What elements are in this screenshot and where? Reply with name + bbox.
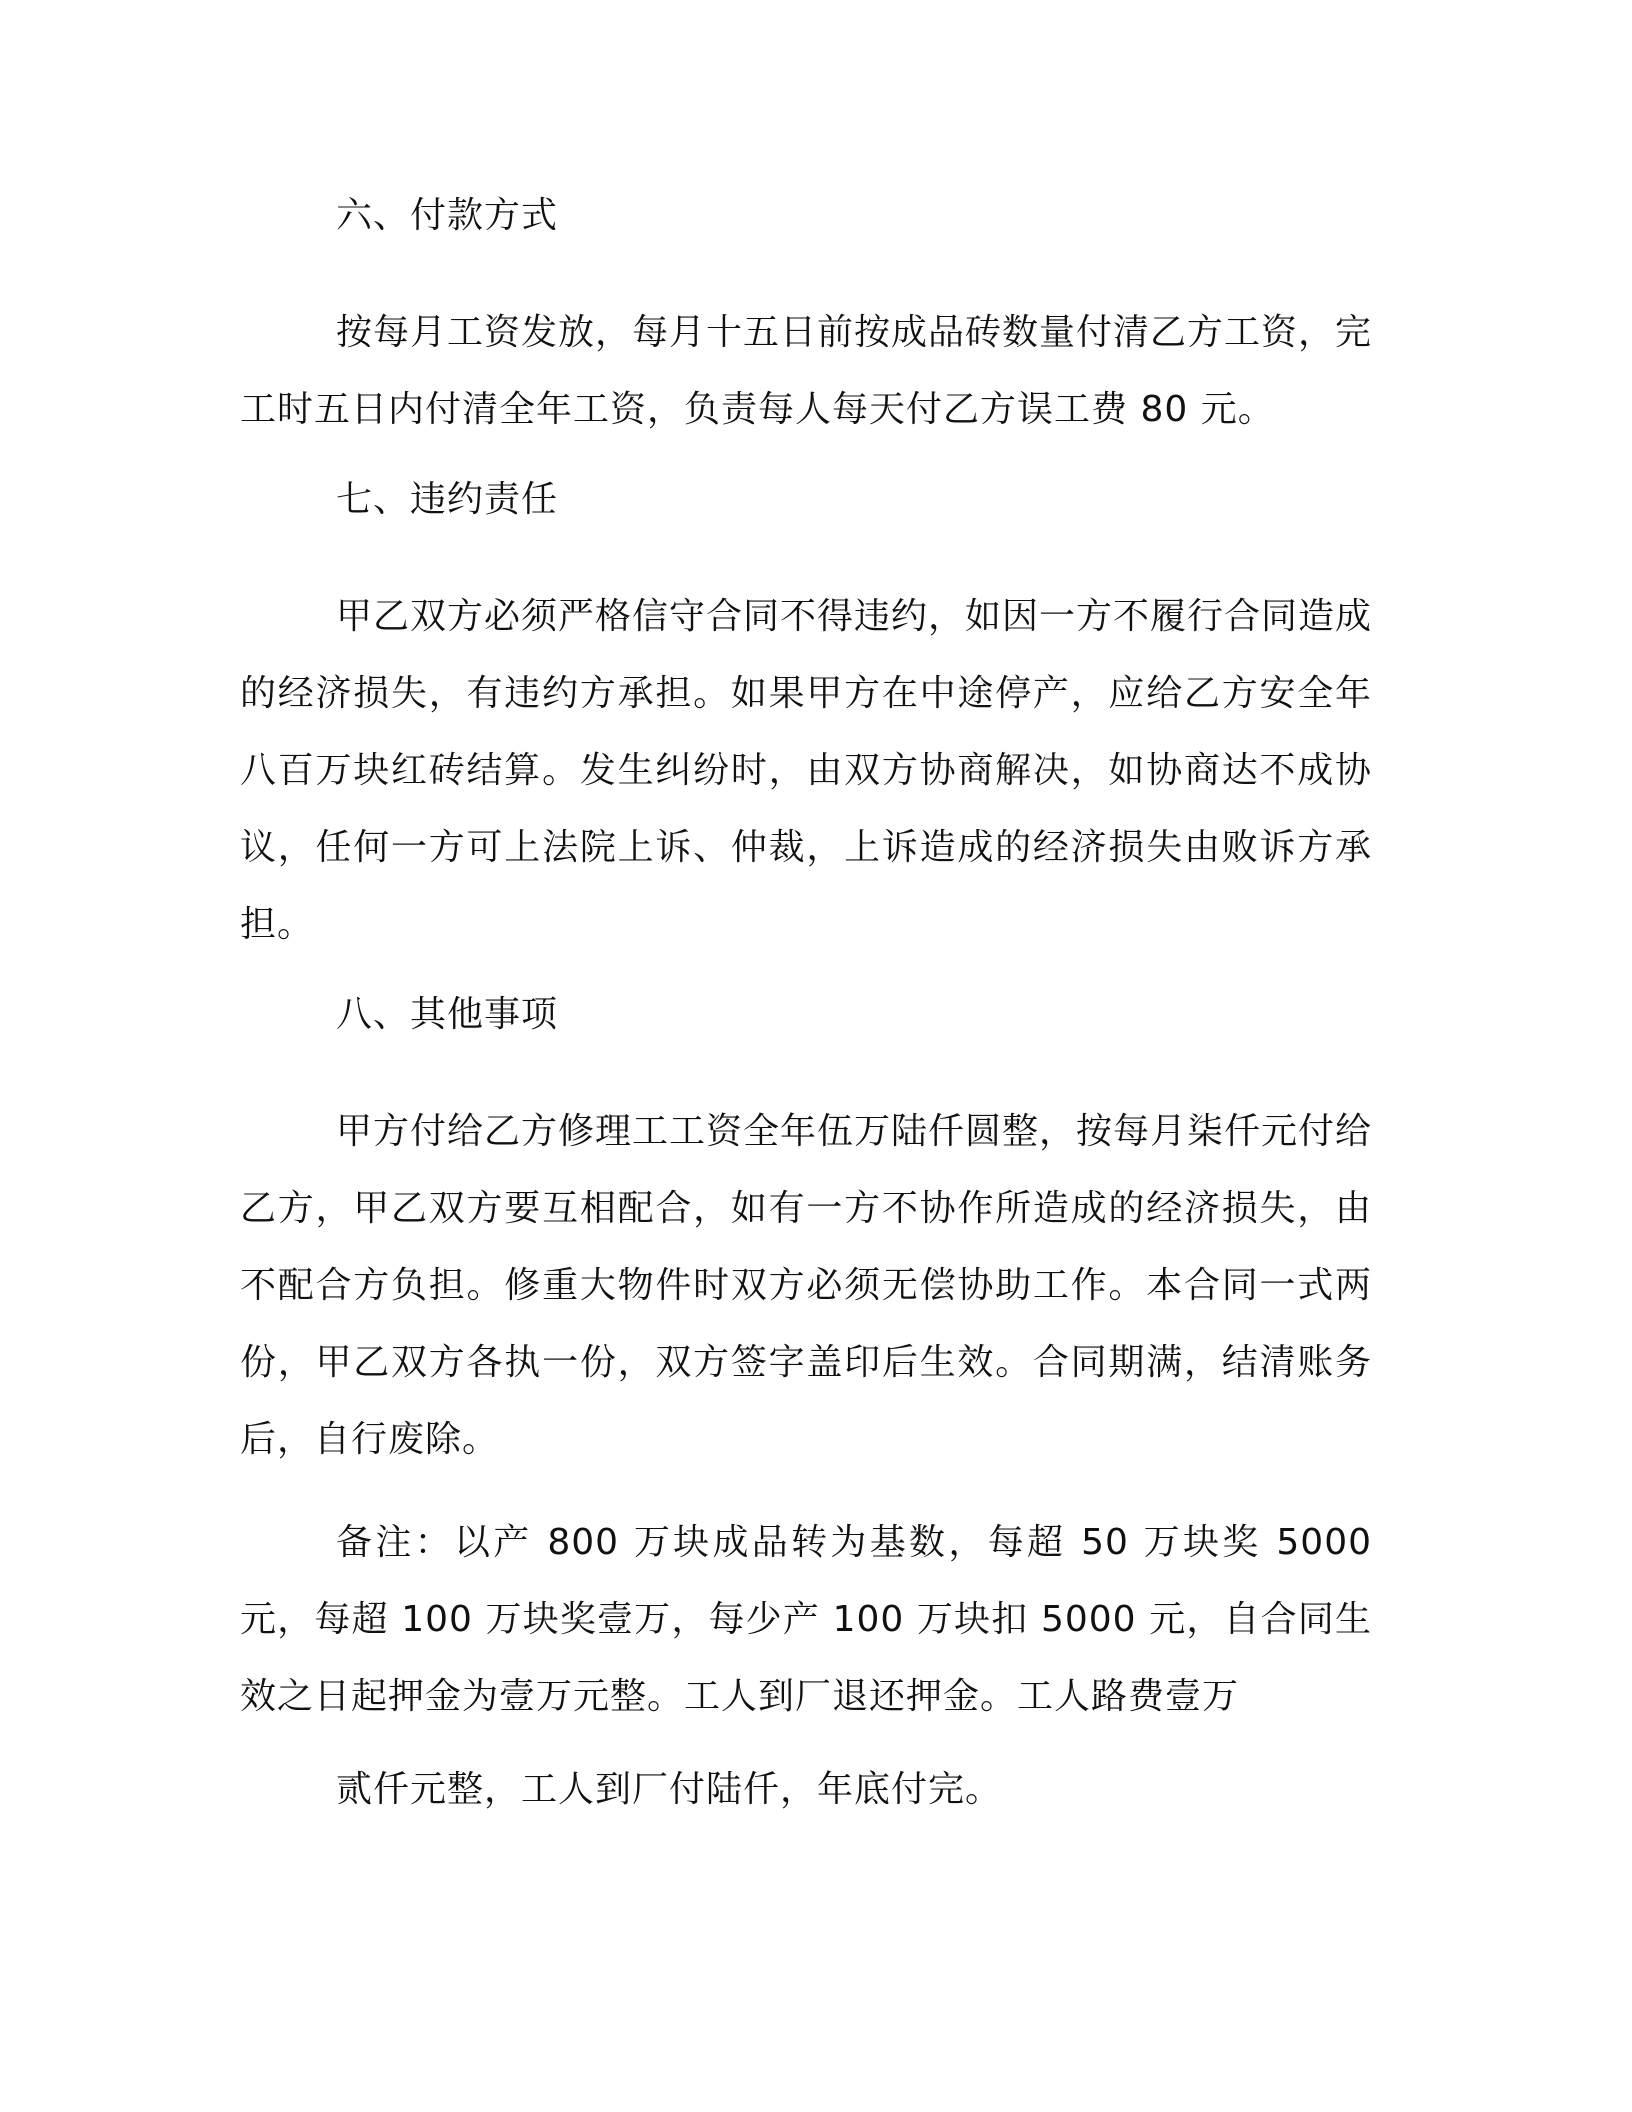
note-continuation-paragraph: 贰仟元整，工人到厂付陆仟，年底付完。: [336, 1769, 1003, 1810]
section-7-paragraph: 甲乙双方必须严格信守合同不得违约，如因一方不履行合同造成的经济损失，有违约方承担。如果甲方在中途停产，应给乙方安全年八百万块红砖结算。发生纠纷时，由双方协商解决，如协商达不成协议，任何一方可上法院上诉、仲裁，上诉造成的经济损失由败诉方承担。: [240, 596, 1373, 945]
section-6-paragraph: 按每月工资发放，每月十五日前按成品砖数量付清乙方工资，完工时五日内付清全年工资，负责每人每天付乙方误工费 80 元。: [240, 312, 1373, 430]
section-7-heading: 七、违约责任: [336, 479, 559, 520]
section-8-paragraph: 甲方付给乙方修理工工资全年伍万陆仟圆整，按每月柒仟元付给乙方，甲乙双方要互相配合，如有一方不协作所造成的经济损失，由不配合方负担。修重大物件时双方必须无偿协助工作。本合同一式两份，甲乙双方各执一份，双方签字盖印后生效。合同期满，结清账务后，自行废除。: [240, 1111, 1373, 1460]
note-paragraph: 备注：以产 800 万块成品转为基数，每超 50 万块奖 5000 元，每超 100 万块奖壹万，每少产 100 万块扣 5000 元，自合同生效之日起押金为壹万元整。工人到厂退还押金。工人路费壹万: [240, 1522, 1372, 1717]
document-body: [240, 190, 1372, 1854]
section-8-heading: 八、其他事项: [336, 994, 559, 1035]
section-6-heading: 六、付款方式: [336, 195, 559, 236]
